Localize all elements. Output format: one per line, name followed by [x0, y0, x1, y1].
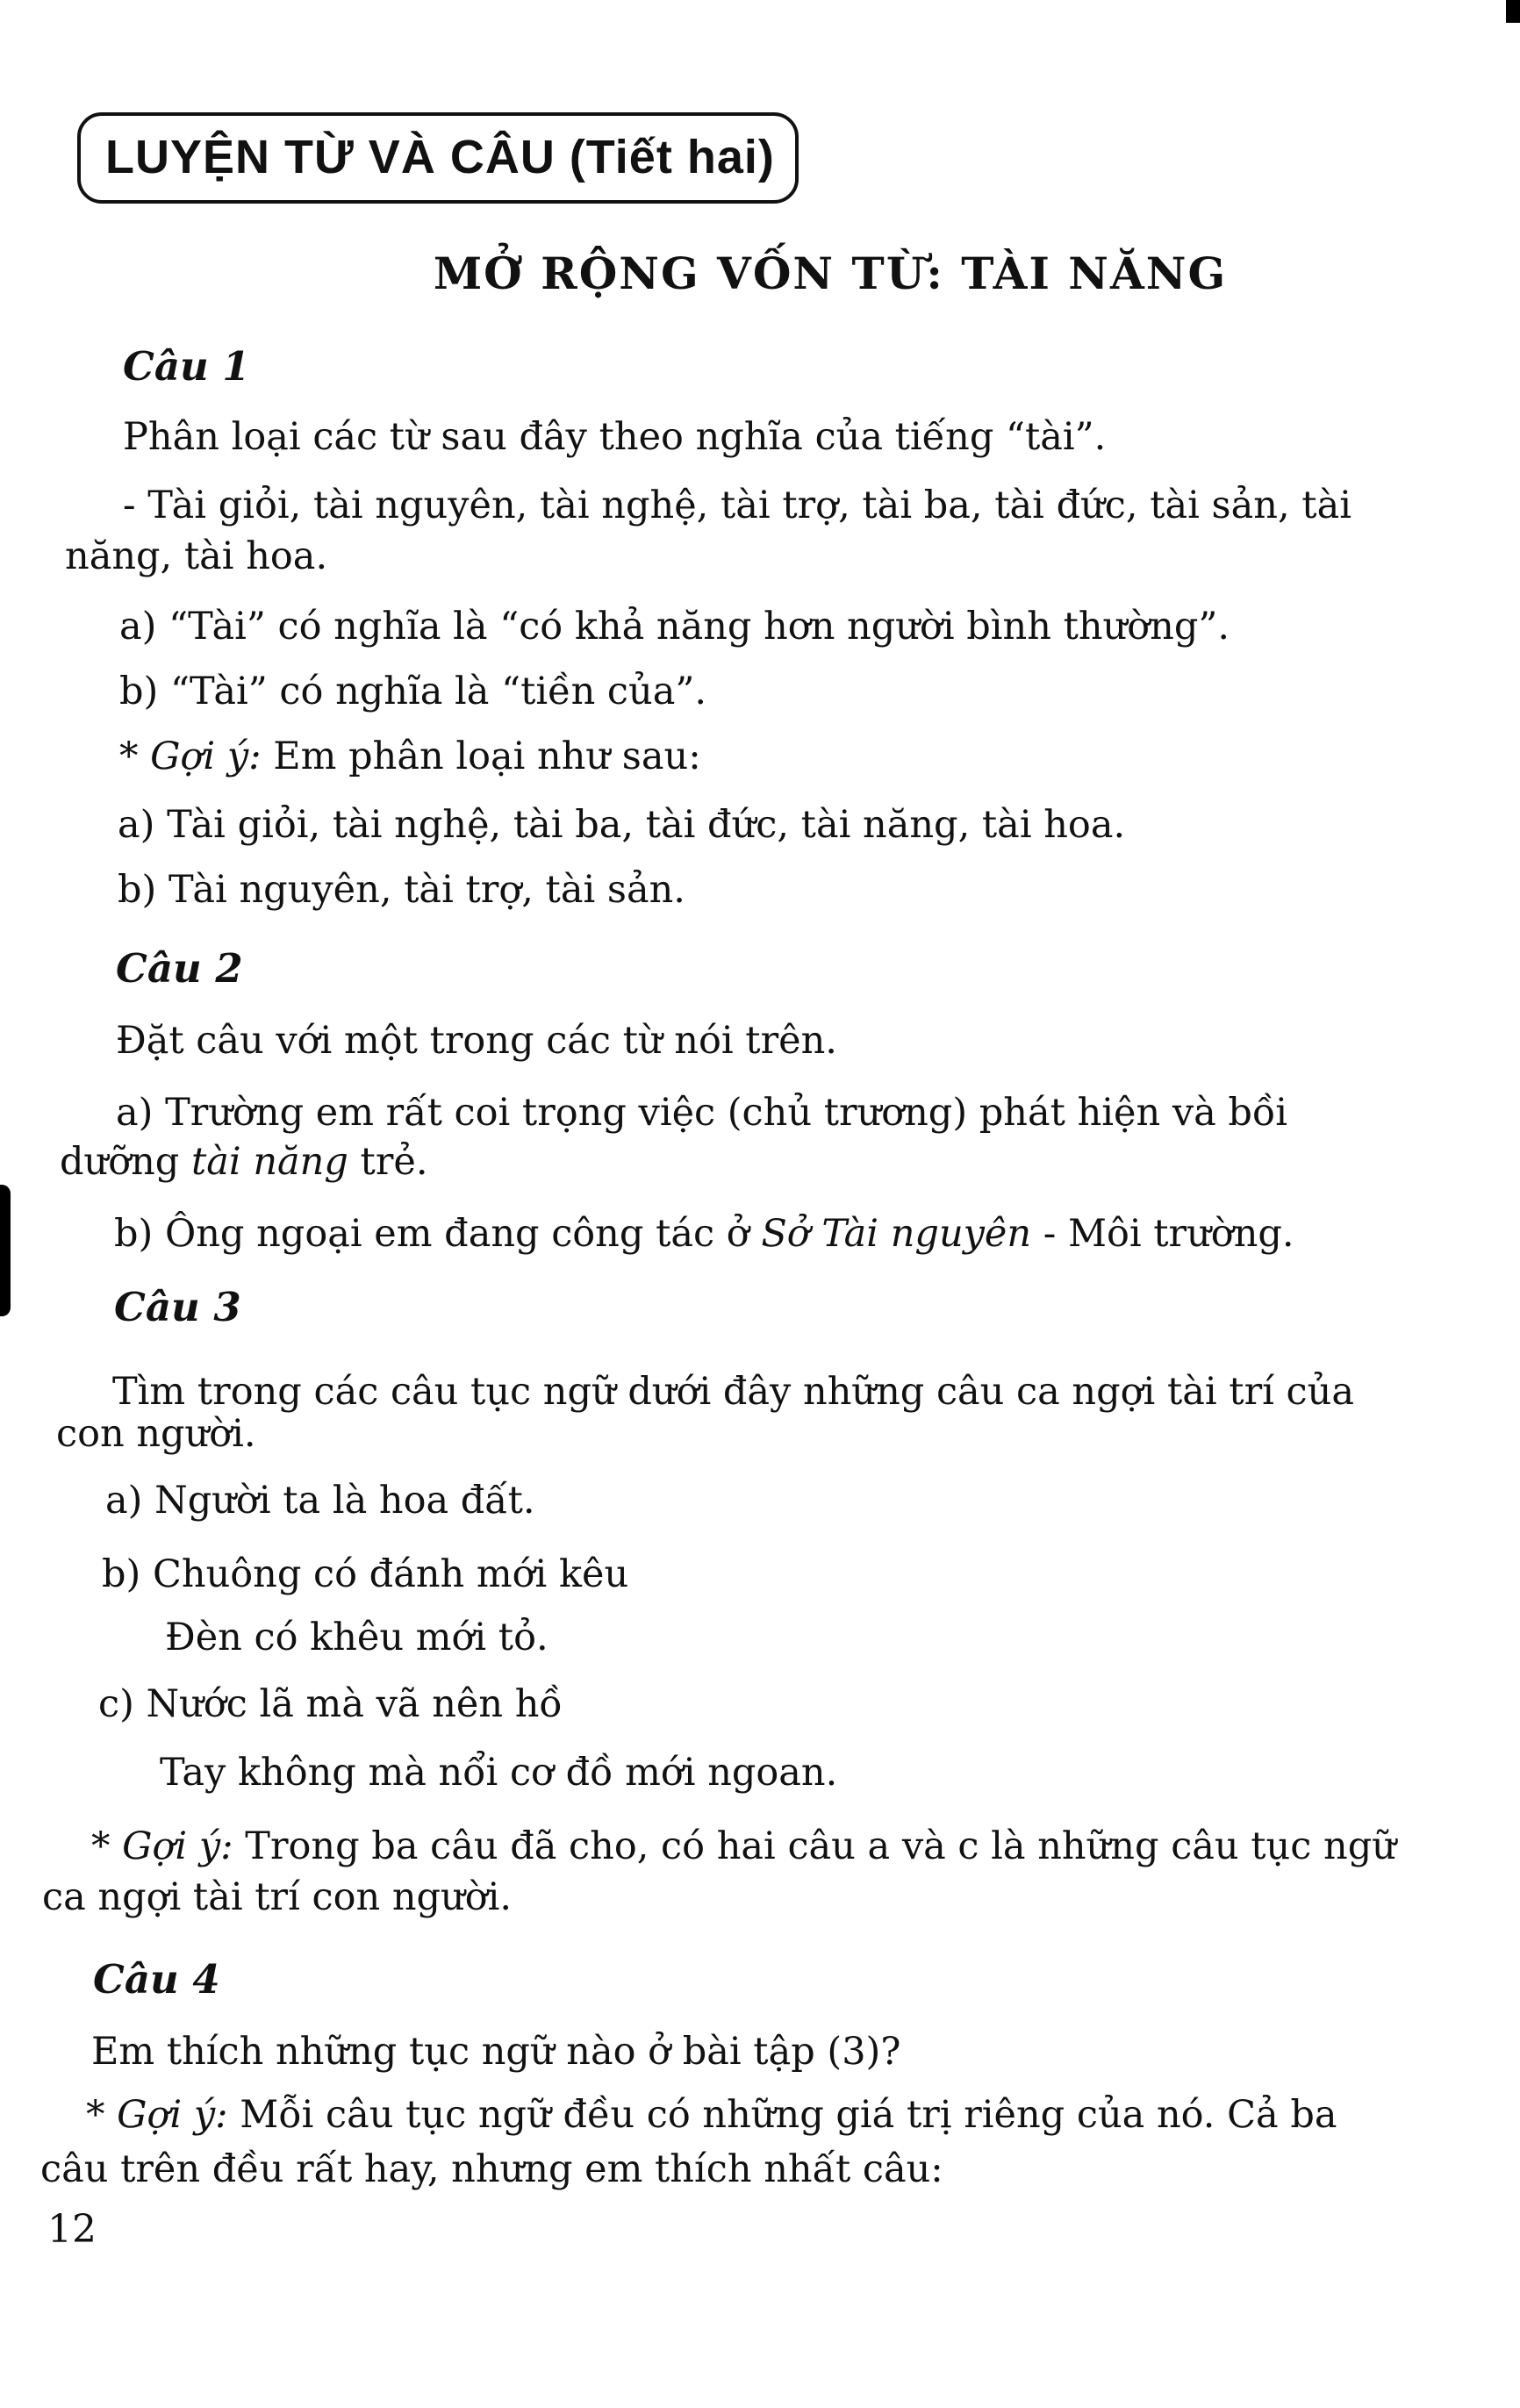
question-1-answer-a: a) Tài giỏi, tài nghệ, tài ba, tài đức, tài năng, tài hoa.	[118, 803, 1126, 847]
question-2-answer-a-cont: dưỡng tài năng trẻ.	[60, 1140, 428, 1184]
question-4-hint: * Gợi ý: Mỗi câu tục ngữ đều có những giá trị riêng của nó. Cả ba	[86, 2093, 1337, 2137]
question-2-answer-b: b) Ông ngoại em đang công tác ở Sở Tài nguyên - Môi trường.	[114, 1212, 1294, 1256]
proverb-a: a) Người ta là hoa đất.	[105, 1479, 535, 1523]
proverb-c-line-1: c) Nước lã mà vã nên hồ	[98, 1682, 563, 1726]
question-1-heading: Câu 1	[123, 343, 250, 390]
question-1-word-list-cont: năng, tài hoa.	[65, 534, 328, 578]
proverb-b-line-1: b) Chuông có đánh mới kêu	[102, 1552, 629, 1596]
proverb-b-line-2: Đèn có khêu mới tỏ.	[165, 1616, 548, 1659]
question-3-prompt-cont: con người.	[56, 1412, 256, 1456]
question-1-prompt: Phân loại các từ sau đây theo nghĩa của tiếng “tài”.	[123, 415, 1107, 459]
question-2-prompt: Đặt câu với một trong các từ nói trên.	[116, 1019, 837, 1063]
question-1-answer-b: b) Tài nguyên, tài trợ, tài sản.	[118, 868, 685, 912]
question-2-answer-a: a) Trường em rất coi trọng việc (chủ trương) phát hiện và bồi	[116, 1091, 1288, 1135]
hint-label: Gợi ý:	[122, 1824, 233, 1868]
emphasized-word: Sở Tài nguyên	[761, 1212, 1032, 1256]
lesson-title: MỞ RỘNG VỐN TỪ: TÀI NĂNG	[433, 247, 1228, 299]
emphasized-word: tài năng	[191, 1140, 348, 1184]
proverb-c-line-2: Tay không mà nổi cơ đồ mới ngoan.	[160, 1751, 838, 1795]
question-1-hint: * Gợi ý: Em phân loại như sau:	[119, 735, 701, 778]
question-3-prompt: Tìm trong các câu tục ngữ dưới đây những câu ca ngợi tài trí của	[112, 1370, 1354, 1414]
section-label: LUYỆN TỪ VÀ CÂU (Tiết hai)	[105, 131, 775, 183]
question-3-heading: Câu 3	[114, 1284, 241, 1330]
question-4-heading: Câu 4	[93, 1956, 220, 2003]
question-1-option-b: b) “Tài” có nghĩa là “tiền của”.	[119, 670, 706, 713]
question-2-heading: Câu 2	[116, 945, 243, 992]
edge-mark-left	[0, 1185, 11, 1316]
hint-label: Gợi ý:	[117, 2093, 228, 2137]
question-1-word-list: - Tài giỏi, tài nguyên, tài nghệ, tài trợ, tài ba, tài đức, tài sản, tài	[123, 484, 1352, 527]
question-3-hint-cont: ca ngợi tài trí con người.	[42, 1875, 513, 1919]
question-4-prompt: Em thích những tục ngữ nào ở bài tập (3)?	[91, 2030, 901, 2074]
hint-label: Gợi ý:	[150, 735, 262, 778]
question-4-hint-cont: câu trên đều rất hay, nhưng em thích nhất câu:	[40, 2147, 943, 2191]
edge-mark-top-right	[1506, 0, 1520, 23]
page-number: 12	[47, 2207, 97, 2252]
question-1-option-a: a) “Tài” có nghĩa là “có khả năng hơn người bình thường”.	[119, 605, 1230, 649]
section-label-box	[77, 112, 799, 204]
question-3-hint: * Gợi ý: Trong ba câu đã cho, có hai câu a và c là những câu tục ngữ	[91, 1824, 1396, 1868]
